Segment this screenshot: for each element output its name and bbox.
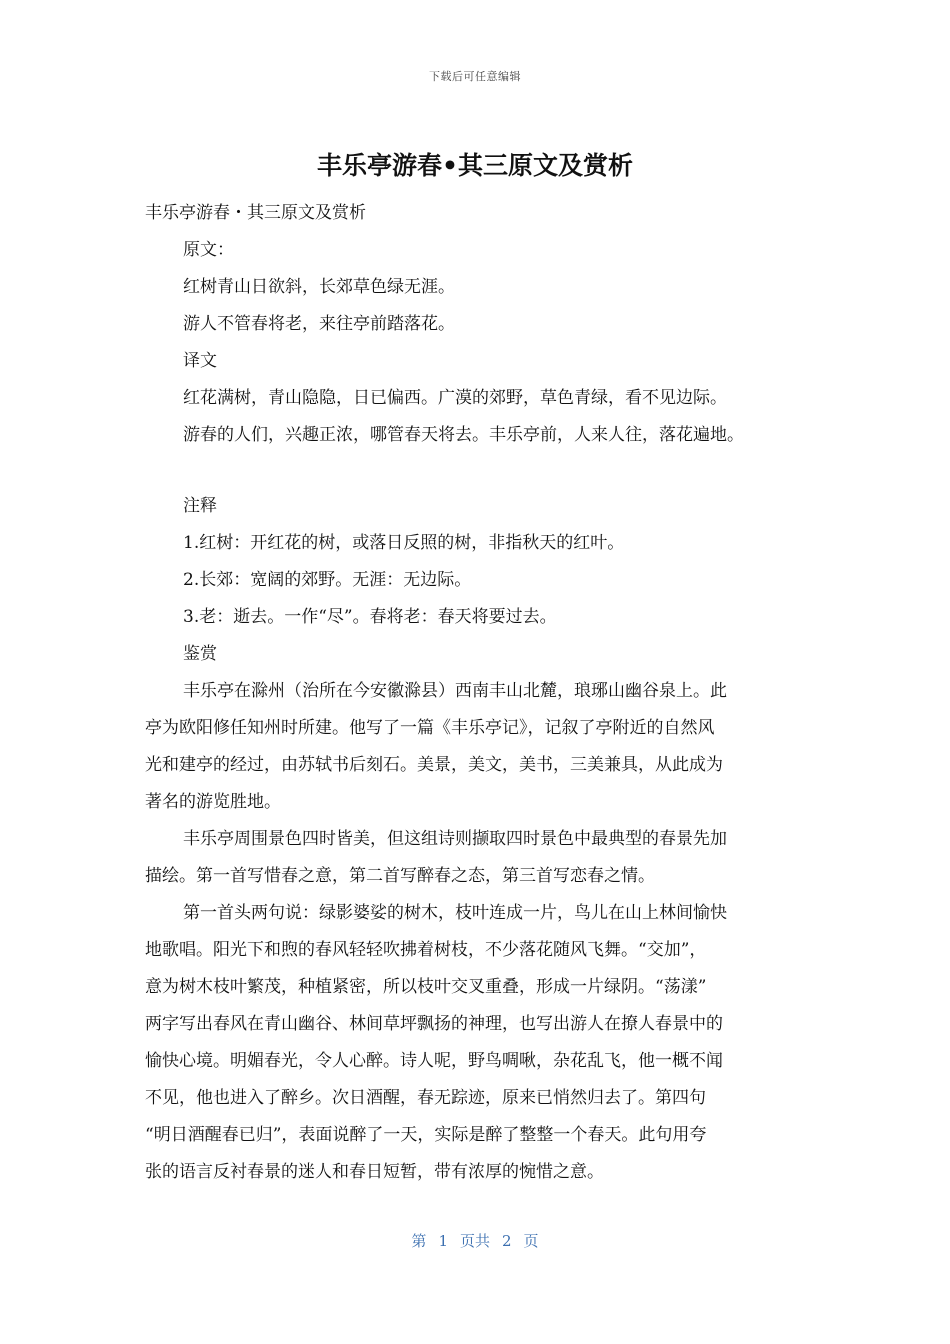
footer-word: 页 [523,1232,539,1250]
page-title: 丰乐亭游春•其三原文及赏析 [317,151,633,180]
footer-word: 第 [411,1232,427,1250]
paragraph-line: 描绘。第一首写惜春之意，第二首写醉春之态，第三首写恋春之情。 [145,866,655,886]
paragraph-line: 丰乐亭周围景色四时皆美，但这组诗则撷取四时景色中最典型的春景先加 [183,829,727,849]
poem-line: 游人不管春将老，来往亭前踏落花。 [183,314,455,334]
paragraph-line: 光和建亭的经过，由苏轼书后刻石。美景，美文，美书，三美兼具，从此成为 [145,755,723,775]
section-heading-notes: 注释 [183,496,217,516]
page-number-footer [0,1230,950,1251]
blank-line [145,454,805,488]
translation-line: 红花满树，青山隐隐，日已偏西。广漠的郊野，草色青绿，看不见边际。 [183,388,727,408]
paragraph-line: 张的语言反衬春景的迷人和春日短暂，带有浓厚的惋惜之意。 [145,1162,604,1182]
document-subtitle: 丰乐亭游春・其三原文及赏析 [145,203,366,223]
total-page-count: 2 [502,1232,512,1250]
paragraph-line: “明日酒醒春已归”，表面说醉了一天，实际是醉了整整一个春天。此句用夸 [145,1125,707,1145]
paragraph-line: 著名的游览胜地。 [145,792,281,812]
note-item: 3.老：逝去。一作“尽”。春将老：春天将要过去。 [183,607,557,627]
note-item: 1.红树：开红花的树，或落日反照的树，非指秋天的红叶。 [183,533,625,553]
translation-line: 游春的人们，兴趣正浓，哪管春天将去。丰乐亭前，人来人往，落花遍地。 [183,425,744,445]
section-heading-appreciation: 鉴赏 [183,644,217,664]
paragraph-line: 丰乐亭在滁州（治所在今安徽滁县）西南丰山北麓，琅琊山幽谷泉上。此 [183,681,727,701]
paragraph-line: 意为树木枝叶繁茂，种植紧密，所以枝叶交叉重叠，形成一片绿阴。“荡漾” [145,977,707,997]
paragraph-line: 愉快心境。明媚春光，令人心醉。诗人呢，野鸟啁啾，杂花乱飞，他一概不闻 [145,1051,723,1071]
header-note: 下载后可任意编辑 [429,70,521,83]
footer-word: 页共 [459,1232,490,1250]
paragraph-line: 两字写出春风在青山幽谷、林间草坪飘扬的神理，也写出游人在撩人春景中的 [145,1014,723,1034]
current-page-number: 1 [438,1232,448,1250]
document-body [145,195,805,1191]
paragraph-line: 地歌唱。阳光下和煦的春风轻轻吹拂着树枝，不少落花随风飞舞。“交加”， [145,940,707,960]
section-heading-original: 原文： [183,240,234,260]
paragraph-line: 第一首头两句说：绿影婆娑的树木，枝叶连成一片，鸟儿在山上林间愉快 [183,903,727,923]
paragraph-line: 不见，他也进入了醉乡。次日酒醒，春无踪迹，原来已悄然归去了。第四句 [145,1088,706,1108]
paragraph-line: 亭为欧阳修任知州时所建。他写了一篇《丰乐亭记》，记叙了亭附近的自然风 [145,718,715,738]
poem-line: 红树青山日欲斜，长郊草色绿无涯。 [183,277,455,297]
section-heading-translation: 译文 [183,351,217,371]
note-item: 2.长郊：宽阔的郊野。无涯：无边际。 [183,570,472,590]
